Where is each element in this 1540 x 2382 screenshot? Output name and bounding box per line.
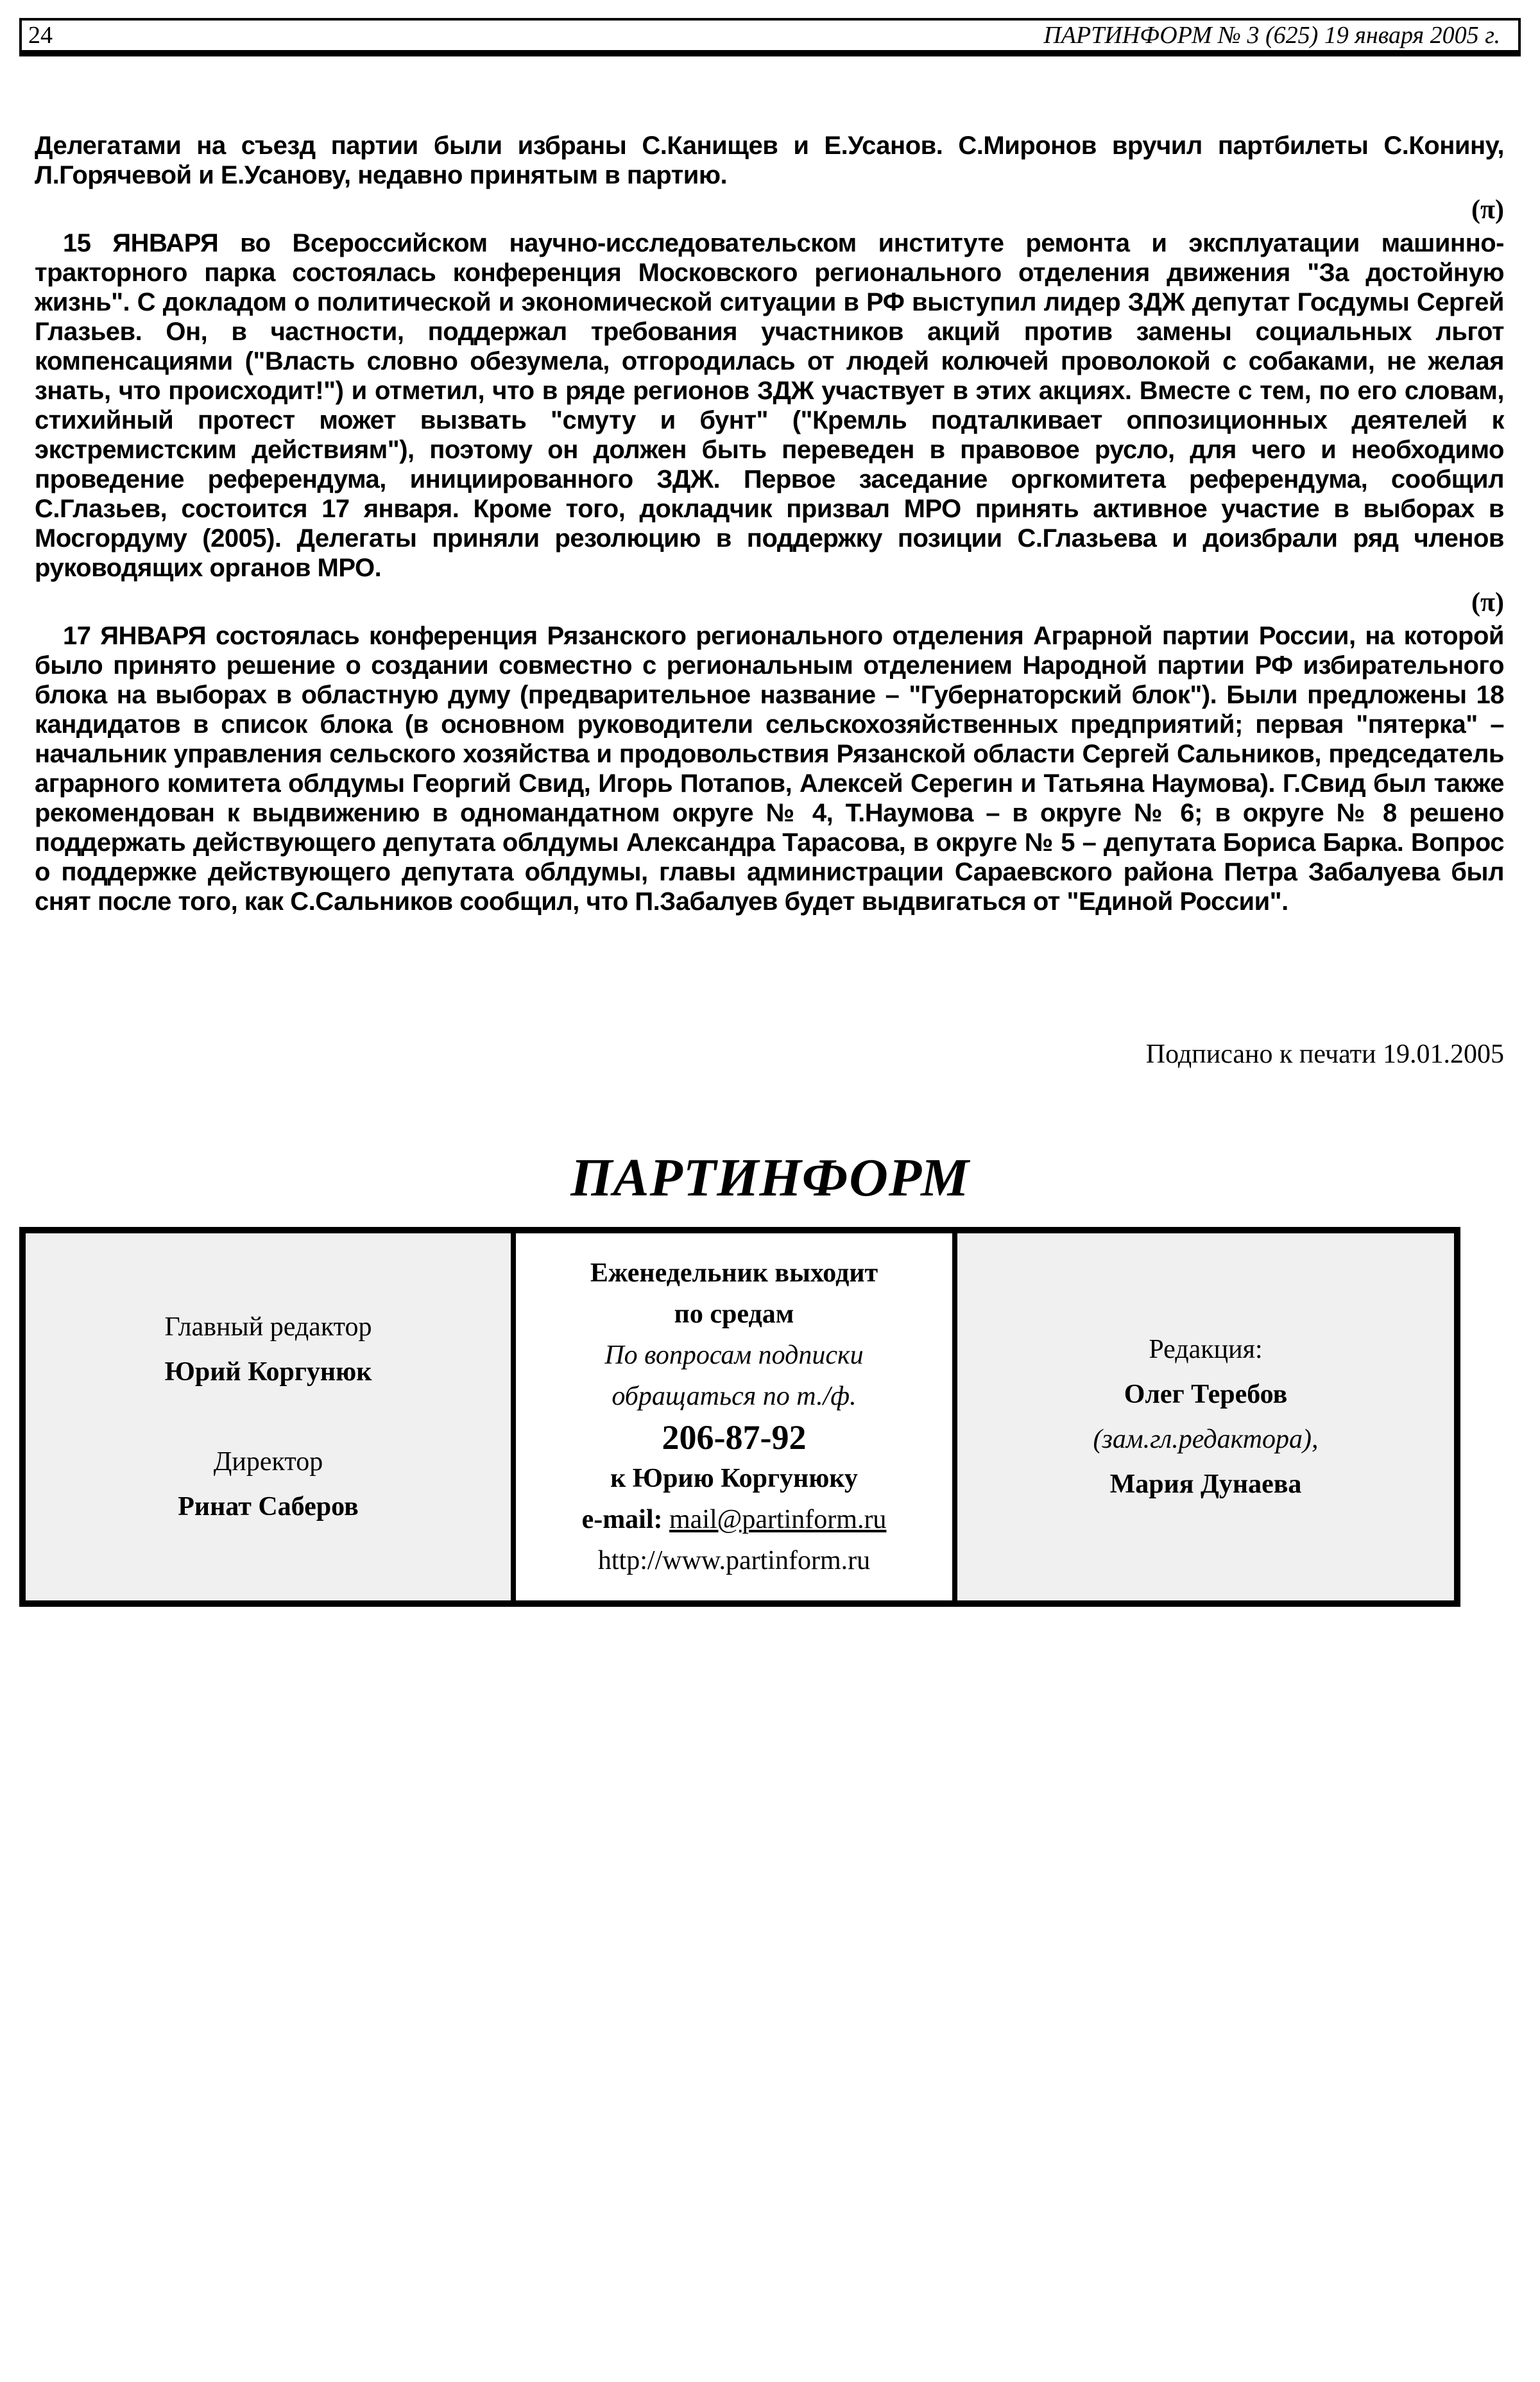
deputy-editor-name: Олег Теребов xyxy=(1124,1380,1288,1409)
signed-to-print-line: Подписано к печати 19.01.2005 xyxy=(1145,1040,1504,1069)
contact-person: к Юрию Коргунюку xyxy=(610,1464,858,1493)
issue-title: ПАРТИНФОРМ № 3 (625) 19 января 2005 г. xyxy=(1043,22,1500,49)
director-role: Директор xyxy=(213,1447,323,1477)
masthead-title: ПАРТИНФОРМ xyxy=(570,1148,970,1208)
paragraph-delegates: Делегатами на съезд партии были избраны С.Канищев и Е.Усанов. С.Миронов вручил партбилеты С.Конину, Л.Горячевой и Е.Усанову, недавно принятым в партию. xyxy=(35,132,1504,189)
email-label: e-mail: xyxy=(581,1505,663,1534)
staff-member-name: Мария Дунаева xyxy=(1109,1469,1302,1499)
chief-editor-name: Юрий Коргунюк xyxy=(164,1357,372,1387)
imprint-table xyxy=(19,1227,1460,1607)
chief-editor-role: Главный редактор xyxy=(164,1312,372,1342)
left-cell-spacer xyxy=(38,1394,498,1439)
imprint-left-cell xyxy=(26,1233,511,1600)
subscription-line-1: По вопросам подписки xyxy=(604,1341,864,1370)
page-number: 24 xyxy=(28,22,53,49)
paragraph-january-17: 17 ЯНВАРЯ состоялась конференция Рязанского регионального отделения Аграрной партии России, на которой было принято решение о создании совместно с региональным отделением Народной партии РФ избирательного блока на выборах в областную думу (предварительное название – "Губернаторский блок"). Были предложены 18 кандидатов в список блока (в основном руководители сельскохозяйственных предприятий; первая "пятерка" – начальник управления сельского хозяйства и продовольствия Рязанской области Сергей Сальников, председатель аграрного комитета облдумы Георгий Свид, Игорь Потапов, Алексей Серегин и Татьяна Наумова). Г.Свид был также рекомендован к выдвижению в одномандатном округе № 4, Т.Наумова – в округе № 6; в округе № 8 решено поддержать действующего депутата облдумы Александра Тарасова, в округе № 5 – депутата Бориса Барка. Вопрос о поддержке действующего депутата облдумы, главы администрации Сараевского района Петра Забалуева был снят после того, как С.Сальников сообщил, что П.Забалуев будет выдвигаться от "Единой России". xyxy=(35,622,1504,916)
imprint-right-cell xyxy=(952,1233,1454,1600)
editorial-label: Редакция: xyxy=(1149,1335,1263,1364)
email-line xyxy=(529,1499,939,1540)
paragraph-january-15: 15 ЯНВАРЯ во Всероссийском научно-исследовательском институте ремонта и эксплуатации машинно-тракторного парка состоялась конференция Московского регионального отделения движения "За достойную жизнь". С докладом о политической и экономической ситуации в РФ выступил лидер ЗДЖ депутат Госдумы Сергей Глазьев. Он, в частности, поддержал требования участников акций против замены социальных льгот компенсациями ("Власть словно обезумела, отгородилась от людей колючей проволокой с собаками, не желая знать, что происходит!") и отметил, что в ряде регионов ЗДЖ участвует в этих акциях. Вместе с тем, по его словам, стихийный протест может вызвать "смуту и бунт" ("Кремль подталкивает оппозиционных деятелей к экстремистским действиям"), поэтому он должен быть переведен в правовое русло, для чего и необходимо проведение референдума, инициированного ЗДЖ. Первое заседание оргкомитета референдума, сообщил С.Глазьев, состоится 17 января. Кроме того, докладчик призвал МРО принять активное участие в выборах в Мосгордуму (2005). Делегаты приняли резолюцию в поддержку позиции С.Глазьева и доизбрали ряд членов руководящих органов МРО. xyxy=(35,229,1504,582)
schedule-line-1: Еженедельник выходит xyxy=(590,1258,878,1288)
deputy-editor-role: (зам.гл.редактора), xyxy=(1093,1425,1319,1454)
phone-number: 206-87-92 xyxy=(662,1418,807,1457)
pi-section-marker-1: (π) xyxy=(1471,195,1504,225)
website-url: http://www.partinform.ru xyxy=(597,1546,871,1575)
article-body xyxy=(35,131,1504,1070)
email-address: mail@partinform.ru xyxy=(669,1505,887,1534)
imprint-center-cell xyxy=(511,1233,952,1600)
schedule-line-2: по средам xyxy=(674,1299,794,1329)
director-name: Ринат Саберов xyxy=(178,1492,359,1521)
page-header-bar xyxy=(19,18,1521,56)
pi-section-marker-2: (π) xyxy=(1471,588,1504,617)
subscription-line-2: обращаться по т./ф. xyxy=(612,1382,857,1411)
